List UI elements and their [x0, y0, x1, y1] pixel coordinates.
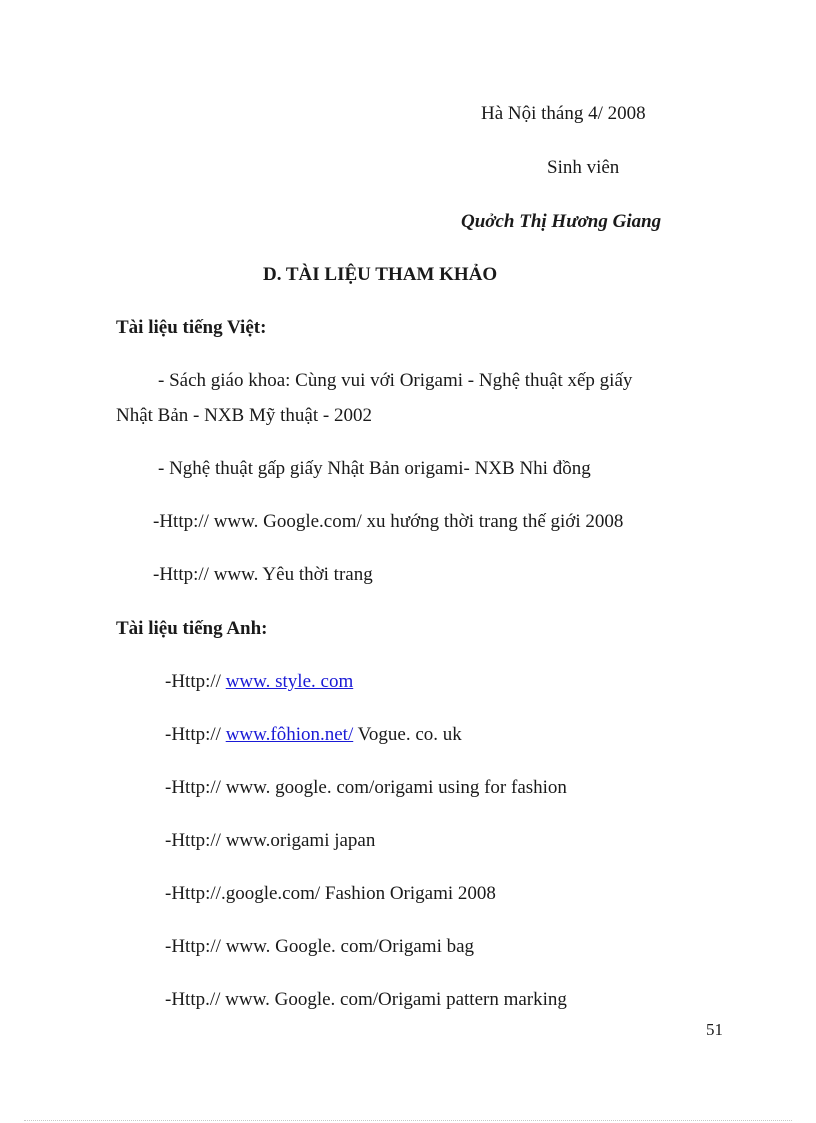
vn-reference-1-cont: Nhật Bản - NXB Mỹ thuật - 2002: [116, 405, 372, 426]
en-reference-5: -Http://.google.com/ Fashion Origami 2008: [165, 883, 496, 904]
en-reference-2: [165, 723, 462, 747]
vietnamese-heading: Tài liệu tiếng Việt:: [116, 317, 267, 338]
en-reference-2-prefix: -Http://: [165, 724, 226, 745]
en-reference-3: -Http:// www. google. com/origami using for fashion: [165, 777, 567, 798]
vn-reference-1: - Sách giáo khoa: Cùng vui với Origami - Nghệ thuật xếp giấy: [158, 370, 633, 391]
en-reference-7: -Http.// www. Google. com/Origami pattern marking: [165, 989, 567, 1010]
vn-reference-3: -Http:// www. Google.com/ xu hướng thời trang thế giới 2008: [153, 511, 624, 532]
english-heading: Tài liệu tiếng Anh:: [116, 618, 268, 639]
vn-reference-4: -Http:// www. Yêu thời trang: [153, 564, 373, 585]
en-reference-6: -Http:// www. Google. com/Origami bag: [165, 936, 475, 957]
signature-name: Quởch Thị Hương Giang: [461, 211, 662, 232]
vn-reference-2: - Nghệ thuật gấp giấy Nhật Bản origami- NXB Nhi đồng: [158, 458, 591, 479]
page-number: 51: [706, 1020, 723, 1039]
style-com-link[interactable]: www. style. com: [225, 671, 354, 692]
signature-role: Sinh viên: [547, 157, 620, 178]
en-reference-1-prefix: -Http://: [165, 671, 226, 692]
en-reference-4: -Http:// www.origami japan: [165, 830, 376, 851]
signature-place-date: Hà Nội tháng 4/ 2008: [481, 103, 646, 124]
page-bottom-divider: [24, 1120, 792, 1121]
en-reference-1: [165, 670, 353, 694]
en-reference-2-suffix: Vogue. co. uk: [353, 724, 462, 745]
section-title: D. TÀI LIỆU THAM KHẢO: [263, 264, 498, 285]
fashion-net-link[interactable]: www.fôhion.net/: [225, 724, 354, 745]
